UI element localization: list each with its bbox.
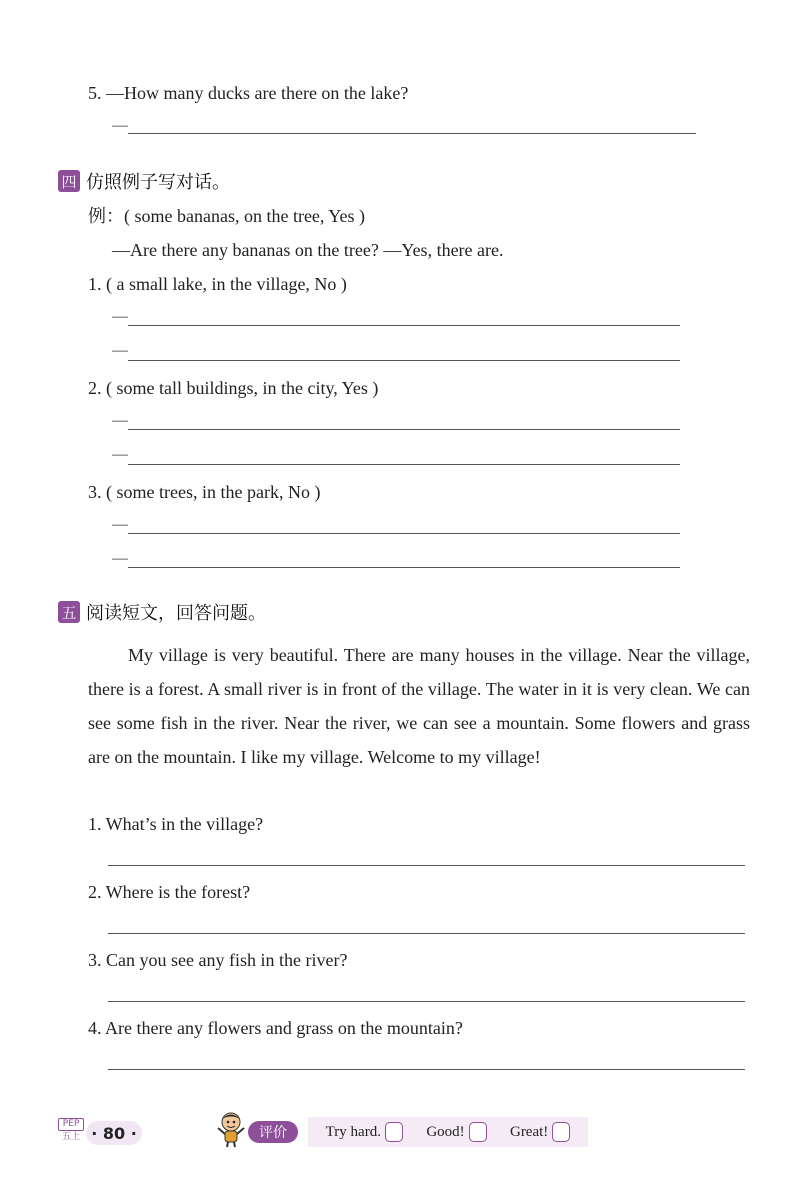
answer-line[interactable] — [128, 360, 680, 361]
section-5-header — [58, 599, 266, 625]
example-label: 例：( some bananas, on the tree, Yes ) — [88, 206, 365, 226]
pep-label-top: PEP — [58, 1118, 84, 1131]
rating-checkbox[interactable] — [552, 1122, 570, 1142]
answer-dash: — — [112, 412, 128, 429]
rating-option-good[interactable] — [426, 1122, 486, 1142]
reading-question-1: 1. What’s in the village? — [88, 814, 264, 834]
rating-option-label: Great! — [509, 1123, 549, 1140]
rating-option-try-hard[interactable] — [326, 1122, 403, 1142]
rating-label: 评价 — [248, 1121, 298, 1143]
section-5-badge: 五 — [58, 601, 80, 623]
answer-line[interactable] — [108, 1001, 745, 1002]
reading-question-2: 2. Where is the forest? — [88, 882, 251, 902]
section-4-title: 仿照例子写对话。 — [86, 172, 230, 193]
section-4-item-1: 1. ( a small lake, in the village, No ) — [88, 274, 347, 294]
mascot-icon — [214, 1110, 248, 1148]
section-4-header — [58, 168, 230, 194]
section-5-title: 阅读短文，回答问题。 — [86, 603, 266, 624]
answer-dash: — — [112, 550, 128, 567]
page-number: · 80 · — [86, 1121, 142, 1145]
pep-label — [58, 1118, 84, 1143]
answer-dash: — — [112, 117, 128, 134]
rating-option-label: Good! — [426, 1123, 465, 1140]
reading-question-3: 3. Can you see any fish in the river? — [88, 950, 348, 970]
rating-bar — [308, 1117, 588, 1147]
rating-option-label: Try hard. — [325, 1123, 381, 1140]
answer-dash: — — [112, 308, 128, 325]
rating-checkbox[interactable] — [469, 1122, 487, 1142]
pep-label-bottom: 五上 — [61, 1132, 80, 1142]
reading-passage: My village is very beautiful. There are many houses in the village. Near the village, there is a forest. A small river is in front of the village. The water in it is very clean. We can see some fish in the river. Near the river, we can see a mountain. Some flowers and grass are on the mountain. I like my village. Welcome to my village! — [88, 645, 750, 767]
answer-line[interactable] — [128, 567, 680, 568]
answer-dash: — — [112, 342, 128, 359]
section-4-badge: 四 — [58, 170, 80, 192]
section-4-item-3: 3. ( some trees, in the park, No ) — [88, 482, 321, 502]
answer-line[interactable] — [108, 1069, 745, 1070]
section-4-item-2: 2. ( some tall buildings, in the city, Yes ) — [88, 378, 379, 398]
answer-line[interactable] — [128, 325, 680, 326]
answer-line[interactable] — [128, 533, 680, 534]
rating-option-great[interactable] — [510, 1122, 570, 1142]
answer-line[interactable] — [128, 429, 680, 430]
rating-checkbox[interactable] — [385, 1122, 403, 1142]
answer-dash: — — [112, 446, 128, 463]
question-5: 5. —How many ducks are there on the lake? — [88, 83, 409, 103]
answer-line[interactable] — [108, 933, 745, 934]
answer-line[interactable] — [108, 865, 745, 866]
example-answer: —Are there any bananas on the tree? —Yes, there are. — [112, 240, 504, 260]
reading-question-4: 4. Are there any flowers and grass on the mountain? — [88, 1018, 463, 1038]
answer-dash: — — [112, 516, 128, 533]
answer-line[interactable] — [128, 464, 680, 465]
answer-line[interactable] — [128, 133, 696, 134]
